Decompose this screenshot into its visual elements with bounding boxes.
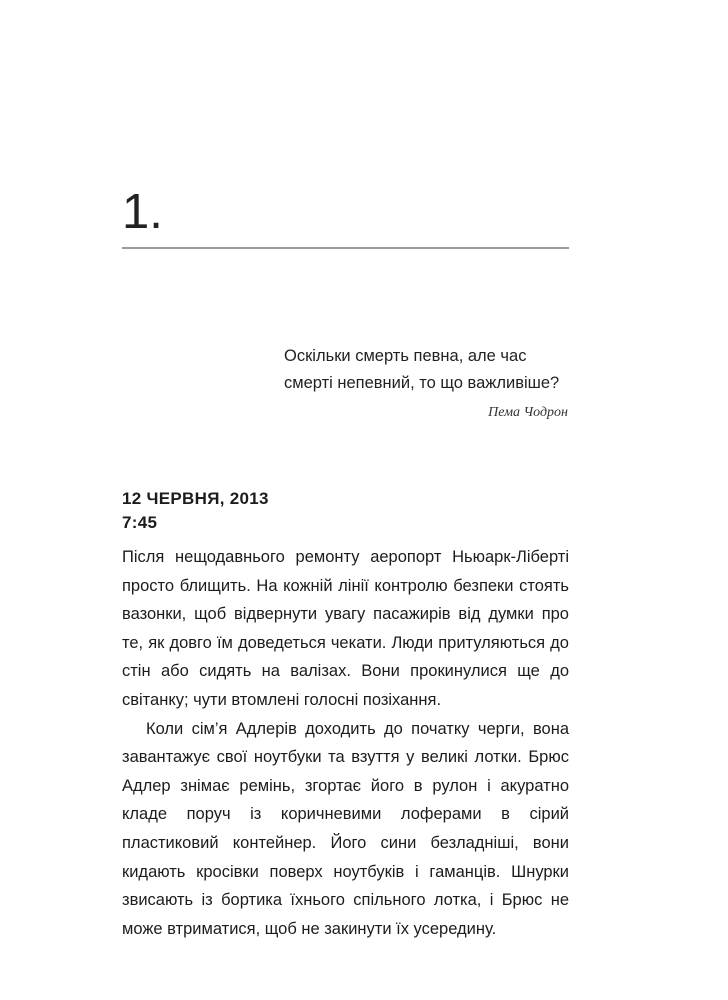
dateline-date: 12 ЧЕРВНЯ, 2013 — [122, 489, 269, 508]
epigraph — [284, 343, 574, 421]
epigraph-text: Оскільки смерть певна, але час смерті непевний, то що важливіше? — [284, 347, 560, 392]
epigraph-author: Пема Чодрон — [488, 405, 568, 420]
paragraph: Коли сім’я Адлерів доходить до початку черги, вона завантажує свої ноутбуки та взуття у великі лотки. Брюс Адлер знімає ремінь, згортає його в рулон і акуратно кладе поруч із коричневими лоферами в сірий пластиковий контейнер. Його сини безладніші, вони кидають кросівки поверх ноутбуків і гаманців. Шнурки звисають із бортика їхнього спільного лотка, і Брюс не може втриматися, щоб не закинути їх усередину. — [122, 719, 569, 938]
dateline-time: 7:45 — [122, 513, 158, 532]
chapter-divider — [122, 247, 569, 249]
dateline — [122, 487, 269, 535]
body-text — [122, 543, 569, 943]
chapter-number: 1. — [122, 185, 163, 239]
paragraph: Після нещодавнього ремонту аеропорт Ньюарк-Ліберті просто блищить. На кожній лінії контролю безпеки стоять вазонки, щоб відвернути увагу пасажирів від думки про те, як довго їм доведеться чекати. Люди притуляються до стін або сидять на валізах. Вони прокинулися ще до світанку; чути втомлені голосні позіхання. — [122, 548, 569, 709]
